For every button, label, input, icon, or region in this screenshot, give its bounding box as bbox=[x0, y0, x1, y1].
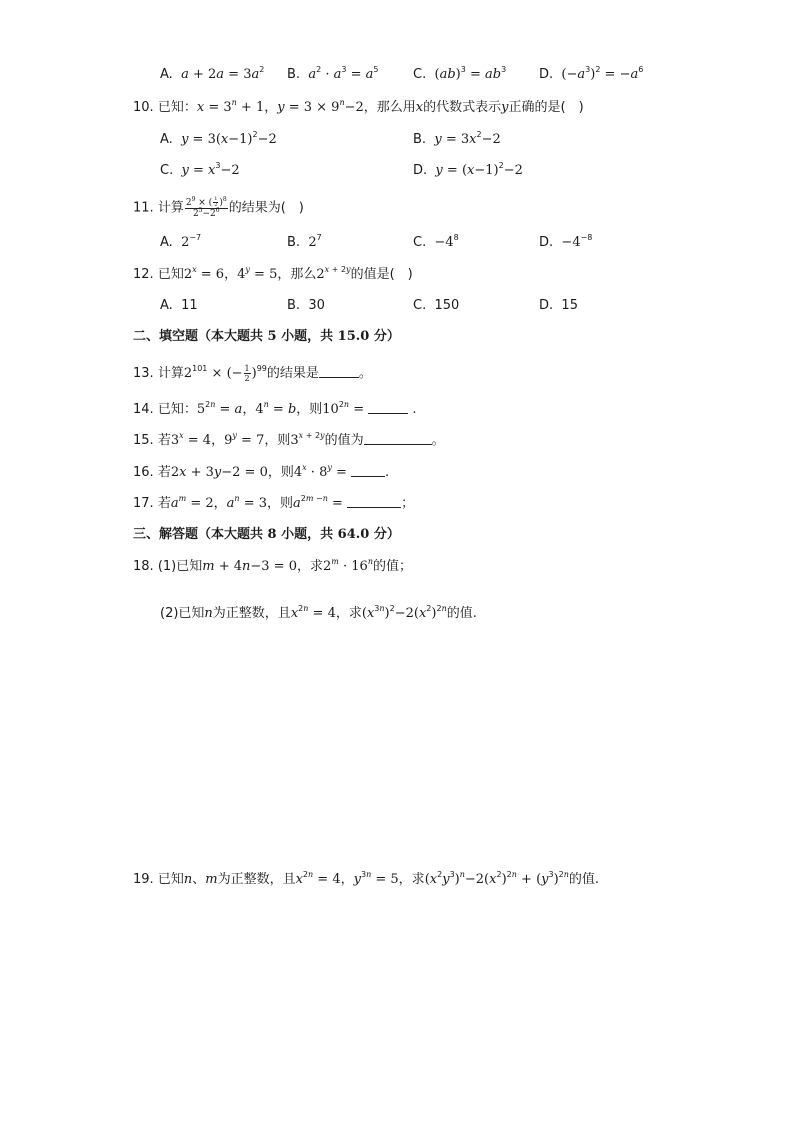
q15-stem: 15. 若$3^x = 4$，$9^y = 7$，则$3^{x + 2y}$的值为 。 bbox=[133, 431, 445, 448]
q10-option-d: D. $y = (x-1)^2-2$ bbox=[413, 161, 523, 178]
q16-stem: 16. 若2x + 3y−2 = 0，则$4^x \cdot 8^y$ = . bbox=[133, 463, 390, 480]
section-3-heading: 三、解答题（本大题共 8 小题，共 64.0 分） bbox=[133, 527, 400, 542]
q17-number: 17. bbox=[133, 496, 154, 511]
section-2-heading: 二、填空题（本大题共 5 小题，共 15.0 分） bbox=[133, 329, 400, 344]
q17-stem: 17. 若$a^m = 2$，$a^n = 3$，则$a^{2m -n}$ = ； bbox=[133, 494, 415, 511]
q10-option-c: C. $y = x^3-2$ bbox=[160, 161, 240, 178]
q9-option-d: D. $(-a^3)^2 = -a^6$ bbox=[539, 65, 644, 82]
q11-option-b: B. $2^7$ bbox=[287, 233, 322, 250]
q11-option-d: D. $-4^{-8}$ bbox=[539, 233, 593, 250]
q12-stem: 12. 已知$2^x = 6$，$4^y = 5$，那么$2^{x + 2y}$的值是( ) bbox=[133, 265, 413, 282]
q11-number: 11. bbox=[133, 200, 154, 216]
q19-number: 19. bbox=[133, 872, 154, 887]
q14-answer-blank[interactable] bbox=[368, 401, 408, 414]
q9-option-a: A. $a + 2a = 3a^2$ bbox=[160, 65, 265, 82]
q10-option-b: B. $y = 3x^2-2$ bbox=[413, 130, 501, 147]
q12-option-a: A. 11 bbox=[160, 298, 198, 313]
q13-answer-blank[interactable] bbox=[319, 365, 359, 378]
q9-option-c: C. $(ab)^3 = ab^3$ bbox=[413, 65, 507, 82]
q12-number: 12. bbox=[133, 267, 154, 282]
q13-number: 13. bbox=[133, 366, 154, 381]
q9-option-c-expr: ( bbox=[434, 67, 440, 82]
q12-option-d: D. 15 bbox=[539, 298, 578, 313]
q10-stem: 10. 已知：$x = 3^n + 1$，$y = 3 \times 9^n-2$，那么用x的代数式表示y正确的是( ) bbox=[133, 98, 584, 115]
q9-option-d-expr: (− bbox=[561, 67, 578, 82]
q12-option-c: C. 150 bbox=[413, 298, 460, 313]
q9-option-a-expr: a bbox=[181, 67, 189, 82]
q10-option-a: A. $y = 3(x-1)^2-2$ bbox=[160, 130, 277, 147]
q14-stem: 14. 已知：$5^{2n} = a$，$4^n = b$，则$10^{2n}$ = . bbox=[133, 400, 417, 417]
q9-option-b-expr: a bbox=[308, 67, 317, 82]
q19-stem: 19. 已知n、m为正整数，且$x^{2n} = 4$，$y^{3n} = 5$，求$(x^2y^3)^n-2(x^2)^{2n} + (y^3)^{2n}$的值. bbox=[133, 870, 600, 887]
q16-number: 16. bbox=[133, 465, 154, 480]
q18-part1: 18. (1)已知m + 4n−3 = 0，求$2^m \cdot 16^n$的值； bbox=[133, 557, 412, 574]
q11-fraction: $2^9$ × ( $\frac{1}{2}$ )$^8$ $2^5-2^6$ bbox=[185, 196, 227, 219]
q9-option-b: B. $a^2 \cdot a^3 = a^5$ bbox=[287, 65, 379, 82]
q10-number: 10. bbox=[133, 100, 154, 115]
q13-stem: 13. 计算$2^{101}$ × (− $\frac{1}{2}$ )$^{99}$的结果是 。 bbox=[133, 364, 372, 383]
q18-part2: (2)已知n为正整数，且$x^{2n} = 4$，求$(x^{3n})^2-2(x^2)^{2n}$的值. bbox=[160, 604, 477, 621]
q16-answer-blank[interactable] bbox=[351, 464, 385, 477]
q18-number: 18. bbox=[133, 559, 154, 574]
q17-answer-blank[interactable] bbox=[347, 495, 401, 508]
q15-answer-blank[interactable] bbox=[364, 432, 432, 445]
q11-option-c: C. $-4^8$ bbox=[413, 233, 459, 250]
q11-option-a: A. $2^{-7}$ bbox=[160, 233, 202, 250]
q14-number: 14. bbox=[133, 402, 154, 417]
q12-option-b: B. 30 bbox=[287, 298, 325, 313]
q15-number: 15. bbox=[133, 433, 154, 448]
q11-stem: 11. 计算 $2^9$ × ( $\frac{1}{2}$ )$^8$ $2^5-2^6$ 的结果为( ) bbox=[133, 196, 304, 219]
